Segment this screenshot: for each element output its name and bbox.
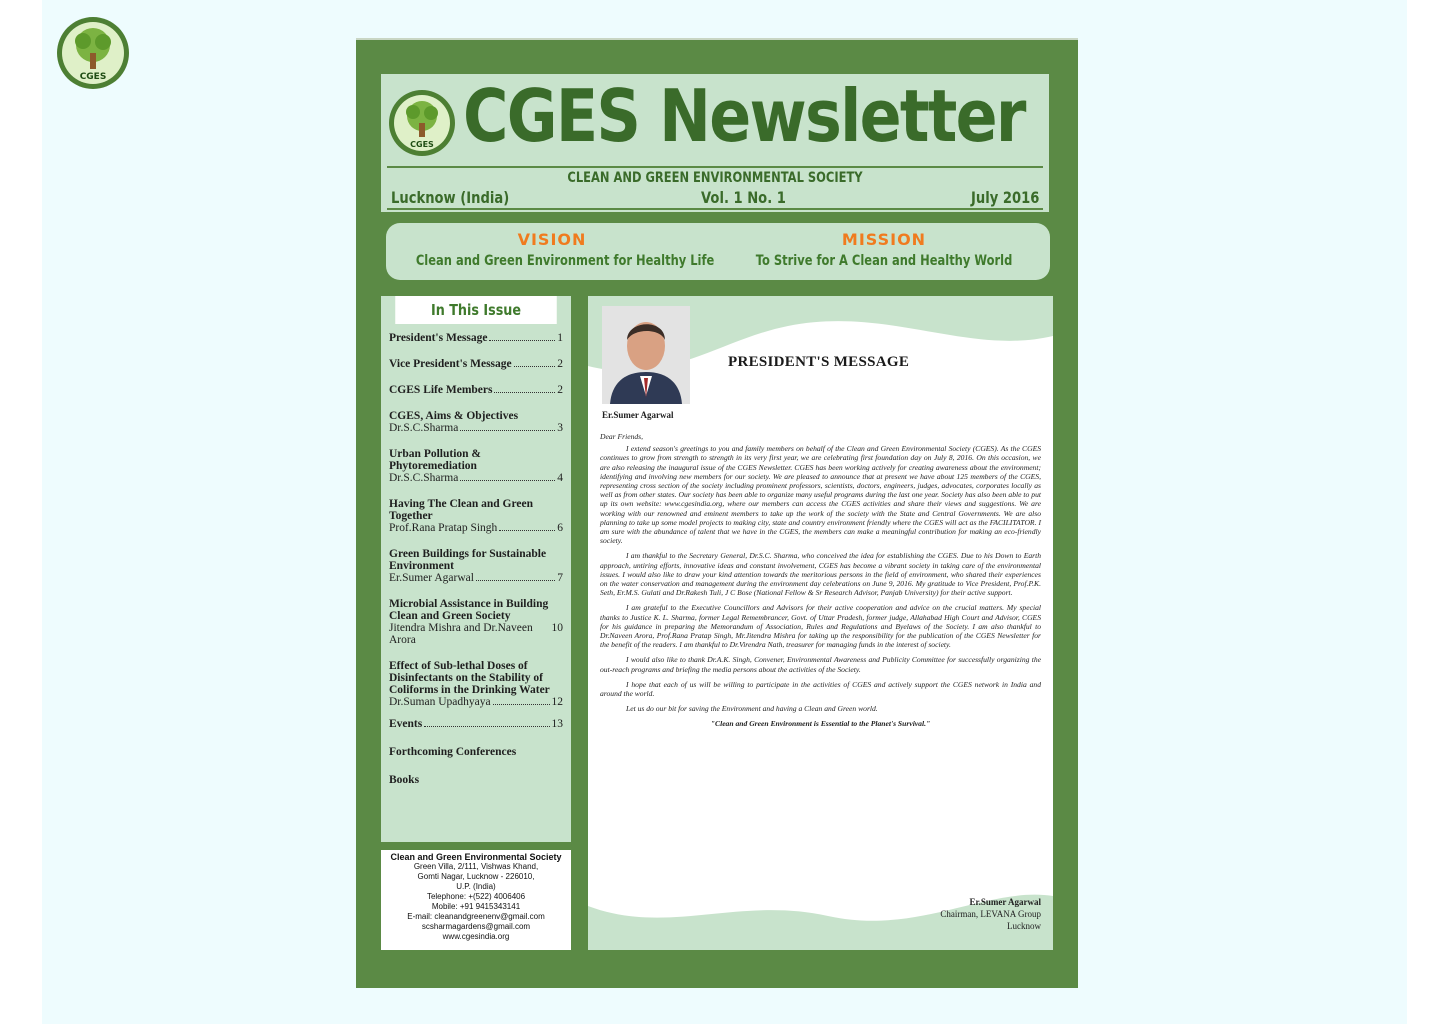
svg-text:CGES: CGES — [79, 72, 107, 82]
toc-leader-dots — [460, 472, 555, 481]
contact-address-1: Green Villa, 2/111, Vishwas Khand, — [413, 862, 539, 871]
mission-text: To Strive for A Clean and Healthy World — [755, 253, 1013, 269]
toc-item-page: 12 — [551, 696, 563, 708]
contact-box — [381, 850, 571, 950]
message-paragraph-3: I am grateful to the Executive Councillors and Advisors for their active cooperation and advice on the crucial matters. My special thanks to Justice K. L. Sharma, former Legal Remembrancer, Govt. of Uttar Pradesh, former judge, Allahabad High Court and Advisor, CGES for his guidance in preparing the Memorandum of Association, Rules and Regulations and Byelaws of the Society. I am also thankful to Dr.Naveen Arora, Prof.Rana Pratap Singh, Mr.Jitendra Mishra for taking up the responsibility for the publication of the CGES Newsletter for the benefit of the readers. I am thankful to Dr.Virendra Nath, treasurer for managing funds in the interest of society. — [600, 603, 1041, 650]
signer-title: Chairman, LEVANA Group — [940, 909, 1041, 919]
toc-leader-dots — [493, 696, 550, 705]
message-paragraph-4: I would also like to thank Dr.A.K. Singh, Convener, Environmental Awareness and Publicity Committee for successfully organizing the out-reach programs and briefing the media persons about the activities of the Society. — [600, 655, 1041, 674]
message-quote: "Clean and Green Environment is Essential to the Planet's Survival." — [710, 719, 931, 729]
contact-name: Clean and Green Environmental Society — [390, 852, 562, 862]
toc-list — [381, 332, 571, 786]
vision-heading: VISION — [517, 230, 587, 249]
mission-block — [718, 223, 1050, 269]
issue-date: July 2016 — [971, 188, 1040, 207]
toc-item-title: CGES, Aims & Objectives — [389, 410, 519, 422]
toc-leader-dots — [476, 572, 555, 581]
logo-text: CGES — [410, 140, 434, 149]
message-body — [600, 432, 1041, 735]
message-paragraph-6: Let us do our bit for saving the Environment and having a Clean and Green world. — [626, 704, 878, 714]
newsletter-title: CGES Newsletter — [463, 74, 1025, 158]
location: Lucknow (India) — [391, 188, 510, 207]
message-paragraph-5: I hope that each of us will be willing to participate in the activities of CGES and actively support the CGES network in India and around the world. — [600, 679, 1041, 699]
toc-item[interactable] — [381, 598, 571, 646]
contact-address-3: U.P. (India) — [456, 882, 496, 891]
toc-item-title: Urban Pollution & Phytoremediation — [389, 448, 482, 472]
toc-item[interactable] — [381, 498, 571, 534]
toc-leader-dots — [460, 422, 555, 431]
toc-item[interactable] — [381, 660, 571, 708]
message-greeting: Dear Friends, — [600, 432, 644, 441]
toc-item[interactable] — [381, 332, 571, 344]
toc-item-title: Green Buildings for Sustainable Environment — [389, 548, 547, 572]
signature-block — [940, 896, 1041, 932]
masthead — [381, 74, 1049, 212]
toc-leader-dots — [494, 384, 555, 393]
toc-item[interactable] — [381, 358, 571, 370]
contact-email-1: E-mail: cleanandgreenenv@gmail.com — [407, 912, 545, 921]
toc-item[interactable] — [381, 746, 571, 758]
society-name: CLEAN AND GREEN ENVIRONMENTAL SOCIETY — [567, 170, 863, 186]
vision-text: Clean and Green Environment for Healthy Life — [415, 253, 715, 269]
toc-item-page: 13 — [551, 718, 563, 730]
mission-heading: MISSION — [841, 230, 927, 249]
toc-item-title: Forthcoming Conferences — [389, 746, 517, 758]
toc-item-title: Books — [389, 774, 420, 786]
toc-item-author: Dr.Suman Upadhyaya — [389, 696, 491, 708]
toc-item-page: 10 — [551, 622, 563, 634]
toc-item-author: Dr.S.C.Sharma — [389, 472, 459, 484]
toc-item[interactable] — [381, 410, 571, 434]
presidents-message-panel — [588, 296, 1053, 950]
vision-block — [386, 223, 718, 269]
cges-logo-icon — [55, 15, 131, 91]
volume-number: Vol. 1 No. 1 — [701, 188, 786, 207]
message-paragraph-1: I extend season's greetings to you and family members on behalf of the Clean and Green Environmental Society (CGES). As the CGES continues to grow from strength to strength in its very first year, we are celebrating first foundation day on July 8, 2016. On this occasion, we are also releasing the inaugural issue of the CGES Newsletter. CGES has been working actively for creating awareness about the environment; identifying and involving new members for our society. We are pleased to announce that at present we have about 125 members of the CGES, representing cross section of the society including prominent professors, scientists, doctors, engineers, judges, advocates, corporates locally as well as from other states. Our society has been able to organize many useful programs during the last one year. Society has also been able to put up its own website: www.cgesindia.org, where our members can access the CGES activities and share their views and suggestions. We are working with our renowned and eminent members to take up the work of the society with the State and Central Governments. We are also planning to take up some model projects to making city, state and country environment friendly where the CGES will act as the FACILITATOR. I am sure with the abundance of talent that we have in the CGES, the members can make a meaningful contribution for making an eco-friendly society. — [600, 444, 1041, 546]
toc-item-page: 1 — [557, 332, 563, 344]
toc-item-author: Dr.S.C.Sharma — [389, 422, 459, 434]
toc-item-title: CGES Life Members — [389, 384, 493, 396]
toc-item-page: 4 — [557, 472, 563, 484]
toc-heading: In This Issue — [395, 296, 557, 324]
signer-city: Lucknow — [1007, 921, 1041, 931]
newsletter-page — [356, 40, 1078, 988]
toc-item-page: 6 — [557, 522, 563, 534]
message-title: PRESIDENT'S MESSAGE — [728, 354, 910, 370]
signer-name: Er.Sumer Agarwal — [969, 897, 1041, 907]
toc-item-title: Having The Clean and Green Together — [389, 498, 533, 522]
contact-mobile: Mobile: +91 9415343141 — [431, 902, 521, 911]
message-paragraph-2: I am thankful to the Secretary General, Dr.S.C. Sharma, who conceived the idea for establishing the CGES. Due to his Down to Earth approach, untiring efforts, innovative ideas and constant involvement, CGES has become a vibrant society in taking care of the environmental issues. I would also like to draw your kind attention towards the meritorious persons in the field of environment, who shared their experiences on the water conservation and management during the environment day celebrations on June 9, 2016. My gratitude to Vice President, Prof.P.K. Seth, Er.M.S. Gulati and Dr.Rakesh Tuli, J C Bose (National Fellow & Sr Research Advisor, Panjab University) for their active support. — [600, 551, 1041, 598]
masthead-rule-bottom — [387, 208, 1043, 210]
contact-website: www.cgesindia.org — [442, 932, 510, 941]
toc-item-page: 2 — [557, 358, 563, 370]
toc-item-page: 2 — [557, 384, 563, 396]
toc-item-title: President's Message — [389, 332, 488, 344]
toc-item[interactable] — [381, 548, 571, 584]
president-photo — [602, 306, 690, 404]
toc-item-title: Microbial Assistance in Building Clean and Green Society — [389, 598, 549, 622]
toc-leader-dots — [424, 718, 549, 727]
toc-item-title: Effect of Sub-lethal Doses of Disinfectants on the Stability of Coliforms in the Drinking Water — [389, 660, 550, 696]
toc-item-title: Events — [389, 718, 423, 730]
toc-item-page: 3 — [557, 422, 563, 434]
toc-leader-dots — [489, 332, 555, 341]
contact-address-2: Gomti Nagar, Lucknow - 226010, — [417, 872, 535, 881]
toc-item[interactable] — [381, 718, 571, 730]
toc-item[interactable] — [381, 384, 571, 396]
toc-leader-dots — [514, 358, 556, 367]
cges-logo-icon — [387, 88, 457, 158]
photo-caption: Er.Sumer Agarwal — [602, 410, 674, 420]
toc-item[interactable] — [381, 448, 571, 484]
toc-item-author: Er.Sumer Agarwal — [389, 572, 474, 584]
toc-item-author: Prof.Rana Pratap Singh — [389, 522, 498, 534]
contact-email-2: scsharmagardens@gmail.com — [421, 922, 531, 931]
toc-item-page: 7 — [557, 572, 563, 584]
masthead-rule — [387, 166, 1043, 168]
toc-leader-dots — [499, 522, 555, 531]
toc-item-author: Jitendra Mishra and Dr.Naveen Arora — [389, 622, 533, 646]
table-of-contents — [381, 296, 571, 842]
toc-item[interactable] — [381, 774, 571, 786]
contact-telephone: Telephone: +(522) 4006406 — [426, 892, 526, 901]
toc-item-title: Vice President's Message — [389, 358, 512, 370]
vision-mission-banner — [386, 223, 1050, 280]
